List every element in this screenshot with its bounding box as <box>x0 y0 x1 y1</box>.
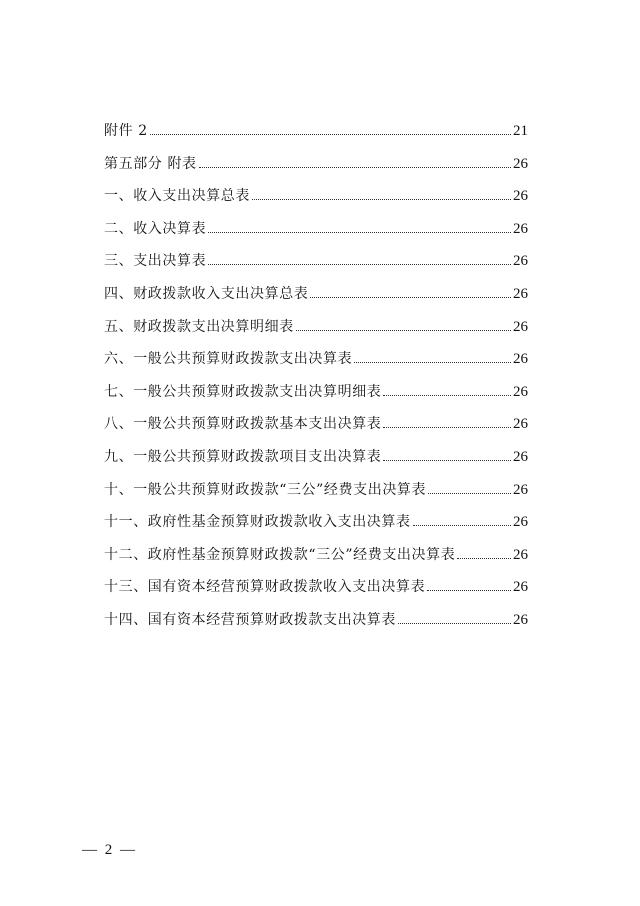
toc-entry-page: 26 <box>513 546 528 563</box>
toc-entry[interactable] <box>104 153 528 186</box>
toc-dot-leader <box>383 460 511 461</box>
toc-entry-page: 26 <box>513 416 528 433</box>
toc-entry-label: 九、一般公共预算财政拨款项目支出决算表 <box>104 448 382 465</box>
toc-dot-leader <box>354 362 511 363</box>
toc-entry-page: 26 <box>513 188 528 205</box>
toc-dot-leader <box>199 167 511 168</box>
toc-entry-page: 26 <box>513 285 528 302</box>
toc-dot-leader <box>150 134 511 135</box>
toc-dot-leader <box>457 558 511 559</box>
toc-entry[interactable] <box>104 609 528 642</box>
toc-entry[interactable] <box>104 544 528 577</box>
toc-entry-label: 十二、政府性基金预算财政拨款“三公”经费支出决算表 <box>104 546 456 563</box>
toc-entry[interactable] <box>104 120 528 153</box>
toc-entry[interactable] <box>104 413 528 446</box>
toc-entry-page: 26 <box>513 579 528 596</box>
toc-dot-leader <box>383 395 511 396</box>
toc-dot-leader <box>208 232 511 233</box>
toc-entry-page: 26 <box>513 611 528 628</box>
toc-entry[interactable] <box>104 511 528 544</box>
toc-entry-label: 三、支出决算表 <box>104 253 207 270</box>
toc-entry-label: 十一、政府性基金预算财政拨款收入支出决算表 <box>104 514 411 531</box>
toc-entry-label: 十、一般公共预算财政拨款“三公”经费支出决算表 <box>104 481 427 498</box>
toc-entry-label: 八、一般公共预算财政拨款基本支出决算表 <box>104 416 382 433</box>
toc-entry-label: 二、收入决算表 <box>104 220 207 237</box>
toc-dot-leader <box>428 493 511 494</box>
toc-dot-leader <box>310 297 511 298</box>
toc-entry-label: 六、一般公共预算财政拨款支出决算表 <box>104 351 353 368</box>
toc-entry-label: 附件 2 <box>104 123 148 139</box>
toc-entry[interactable] <box>104 576 528 609</box>
toc-entry-page: 26 <box>513 514 528 531</box>
table-of-contents <box>104 120 528 642</box>
toc-entry-page: 26 <box>513 351 528 368</box>
toc-entry-page: 26 <box>513 155 528 172</box>
toc-entry-label: 第五部分 附表 <box>104 155 197 172</box>
toc-entry-page: 26 <box>513 253 528 270</box>
toc-entry[interactable] <box>104 283 528 316</box>
toc-dot-leader <box>208 264 511 265</box>
toc-entry[interactable] <box>104 185 528 218</box>
toc-entry-page: 21 <box>513 123 528 139</box>
toc-entry-page: 26 <box>513 318 528 335</box>
toc-entry-page: 26 <box>513 481 528 498</box>
toc-dot-leader <box>427 590 511 591</box>
toc-entry-page: 26 <box>513 383 528 400</box>
toc-entry-label: 四、财政拨款收入支出决算总表 <box>104 285 309 302</box>
toc-entry-label: 五、财政拨款支出决算明细表 <box>104 318 294 335</box>
toc-dot-leader <box>383 427 511 428</box>
toc-entry[interactable] <box>104 381 528 414</box>
toc-entry[interactable] <box>104 316 528 349</box>
toc-dot-leader <box>296 330 511 331</box>
toc-dot-leader <box>398 623 511 624</box>
toc-entry-label: 十三、国有资本经营预算财政拨款收入支出决算表 <box>104 579 426 596</box>
toc-entry-label: 一、收入支出决算总表 <box>104 188 250 205</box>
toc-entry-page: 26 <box>513 220 528 237</box>
toc-entry[interactable] <box>104 446 528 479</box>
toc-dot-leader <box>413 525 511 526</box>
page-number: — 2 — <box>82 842 137 858</box>
toc-dot-leader <box>252 199 511 200</box>
toc-entry-label: 七、一般公共预算财政拨款支出决算明细表 <box>104 383 382 400</box>
toc-entry[interactable] <box>104 250 528 283</box>
toc-entry[interactable] <box>104 348 528 381</box>
toc-entry[interactable] <box>104 479 528 512</box>
toc-entry-page: 26 <box>513 448 528 465</box>
toc-entry[interactable] <box>104 218 528 251</box>
toc-entry-label: 十四、国有资本经营预算财政拨款支出决算表 <box>104 611 396 628</box>
